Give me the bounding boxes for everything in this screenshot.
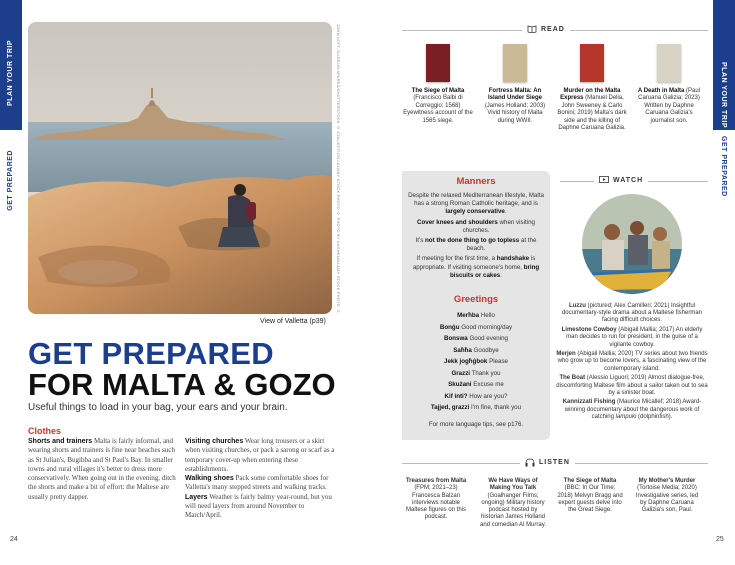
watch-item [556,399,708,421]
manners-p4-text: If meeting for the first time, a [416,255,497,263]
manners-p4 [408,255,544,280]
listen-item-1 [403,478,469,522]
manners-p2-bold: Cover knees and shoulders [417,218,498,226]
manners-p2 [408,219,544,235]
book-item-2 [480,44,550,125]
manners-p4-bold2: bring biscuits or cakes [450,263,540,279]
listen-title: We Have Ways of Making You Talk [488,478,538,492]
greeting-item [402,402,550,414]
walking-label: Walking shoes [185,475,234,483]
listen-item-3 [557,478,623,514]
intro-text: Useful things to load in your bag, your ears and your brain. [28,402,288,413]
watch-italic: lampuki [615,413,637,420]
watch-item [556,303,708,325]
photo-caption: View of Valletta (p39) [260,318,326,325]
read-heading [522,25,570,33]
manners-p4-end: . [500,271,502,279]
greeting-en: Excuse me [471,381,504,388]
language-tips-note: For more language tips, see p176. [428,420,524,428]
manners-p4-bold1: handshake [496,255,530,263]
watch-heading-label: WATCH [613,176,644,184]
listen-item-4 [634,478,700,514]
book-detail-3: (Manuel Delia, John Sweeney & Carlo Bonini; 2019) Malta's dark side and the killing of Daphne Caruana Galizia. [557,95,627,132]
greeting-mt: Merħba [457,312,480,319]
watch-title: The Boat [559,375,586,382]
book-cover-2 [503,44,527,82]
watch-heading [594,176,648,184]
book-item-1 [403,44,473,125]
greeting-en: Good morning/day [459,323,513,331]
greeting-mt: Grazzi [451,369,471,377]
watch-list [556,303,708,424]
book-title-4: A Death in Malta [637,88,685,94]
watch-detail: (Alessio Liguori; 2019) Almost dialogue-free, discomforting Maltese film about a sailor taken out to sea by a sinister boat. [556,375,708,396]
greeting-en: Goodbye [471,346,499,354]
plan-your-trip-tab-left [0,0,22,130]
greeting-mt: Kif inti? [444,392,468,400]
manners-p2-text: when visiting churches. [462,218,535,234]
manners-heading: Manners [456,176,496,187]
book-cover-4 [657,44,681,82]
greeting-en: How are you? [467,392,508,400]
watch-detail: (pictured; Alex Camilleri; 2021) Insightful documentary-style drama about a Maltese fisherman facing difficult choices. [561,303,703,324]
greeting-item [402,333,550,345]
listen-heading [520,458,575,467]
greeting-mt: Bonġu [439,323,460,331]
manners-p1-end: . [504,208,507,216]
book-detail-2: (James Holland; 2003) Vivid history of Malta during WWII. [484,102,546,124]
watch-item [556,351,708,373]
greeting-item [402,368,550,380]
manners-p3-end: at the beach. [466,237,537,253]
greeting-mt: Tajjed, grazzi [430,404,470,411]
listen-detail: (FPM; 2021–23) Francesca Balzan interviews notable Maltese figures on this podcast. [405,485,467,521]
clothes-column-1 [28,437,178,502]
book-title-2: Fortress Malta: An Island Under Siege [487,88,542,102]
churches-label: Visiting churches [185,438,244,445]
listen-title: My Mother's Murder [638,478,696,484]
greeting-item [402,356,550,368]
greeting-mt: Skużani [448,381,472,388]
watch-detail: (Abigail Mallia; 2020) TV series about two friends who grow up to become lovers, a fascinating view of the contemporary island. [557,351,708,372]
manners-p1 [408,192,544,217]
luzzu-film-still [582,194,682,294]
book-detail-4: (Paul Caruana Galizia; 2023) Written by Daphne Caruana Galizia's journalist son. [638,88,701,124]
listen-detail: (Goalhanger Films; ongoing) Military history podcast hosted by historian James Holland and comedian Al Murray. [480,492,546,528]
manners-p3-text: It's [415,237,426,245]
book-cover-3 [580,44,604,82]
greeting-en: Hello [479,312,495,319]
watch-detail-end: (dolphinfish). [636,413,673,420]
manners-body [408,192,544,280]
greeting-en: Please [487,358,508,365]
listen-title: Treasures from Malta [405,478,467,484]
read-heading-label: READ [541,25,565,33]
book-detail-1: (Francisco Balbi di Correggio; 1568) Eyewitness account of the 1565 siege. [403,95,473,124]
listen-detail: (Tortoise Media; 2020) Investigative series, led by Daphne Caruana Galizia's son, Paul. [635,485,699,514]
watch-title: Limestone Cowboy [561,327,617,334]
greeting-item [402,345,550,357]
greeting-mt: Saħħa [453,346,472,354]
greeting-en: Good evening [467,335,508,342]
book-title-3: Murder on the Malta Express [560,88,621,102]
book-title-1: The Siege of Malta [411,88,465,94]
greeting-item [402,310,550,322]
manners-p3-bold: not the done thing to go topless [425,237,520,245]
side-tab-label-left: PLAN YOUR TRIP [7,40,14,106]
watch-item [556,327,708,349]
book-cover-1 [426,44,450,82]
manners-p1-bold: largely conservative [445,208,505,216]
greeting-en: I'm fine, thank you [469,404,522,411]
screen-icon [599,176,609,184]
listen-detail: (BBC: In Our Time; 2018) Melvyn Bragg and expert guests delve into the Great Siege. [557,485,623,514]
greeting-mt: Jekk jogħġbok [444,358,488,365]
watch-detail: (Maurice Micallef; 2018) Award-winning documentary about the dangerous work of catching [564,399,702,420]
headphones-icon [525,458,535,467]
page-title-line-2: FOR MALTA & GOZO [28,367,336,402]
book-item-4 [634,44,704,125]
page-title-line-1: GET PREPARED [28,336,274,371]
clothes-column-2 [185,437,335,521]
layers-paragraph [185,493,335,521]
greetings-list [402,310,550,430]
churches-text: Wear long trousers or a skirt when visiting churches, or pack a sarong or scarf as a temporary cover-up when entering these establishments. [185,437,335,473]
walking-paragraph [185,474,335,493]
side-section-label-left: GET PREPARED [7,150,14,211]
watch-detail: (Abigail Mallia; 2017) An elderly man decides to run for president, in the guise of a vigilante cowboy. [566,327,703,348]
layers-text: Weather is fairly balmy year-round, but you will need layers from around November to March/April. [185,492,332,520]
listen-item-2 [480,478,546,529]
clothes-heading: Clothes [28,426,62,436]
watch-title: Kannizzati Fishing [562,399,616,406]
walking-text: Pack some comfortable shoes for Valletta's many stepped streets and walking tracks. [185,474,329,492]
layers-label: Layers [185,493,208,501]
page-number-right: 25 [716,536,724,543]
manners-p4-mid: is appropriate. If visiting someone's home, [412,255,536,271]
shorts-text: Malta is fairly informal, and wearing shorts and trainers is fine near beaches such as St Julian's, Bugibba and St Paul's Bay. In smaller towns and rural villages it's better to dress more conservatively. When going out in the evening, ditch the shorts and make a bit of effort: the Maltese are usually pretty dapper. [28,437,176,501]
watch-title: Merjen [556,351,576,358]
greeting-en: Thank you [470,369,501,377]
manners-p3 [408,237,544,253]
watch-item [556,375,708,397]
book-item-3 [557,44,627,132]
side-section-label-right: GET PREPARED [720,136,727,197]
side-tab-label-right: PLAN YOUR TRIP [720,62,727,128]
listen-heading-label: LISTEN [539,459,570,466]
luzzu-film-still-image [582,194,682,294]
shorts-label: Shorts and trainers [28,438,93,445]
watch-title: Luzzu [568,303,586,309]
greeting-mt: Bonswa [444,335,468,342]
photo-credit: JOHN LOFT, GUDRUN SPARKS/SHUTTERSTOCK © COLLECTION / ALAMY STOCK PHOTO © PHOTO BY KASHEN/ALAMY STOCK PHOTO © [336,24,341,314]
valletta-photo-image [28,22,332,314]
valletta-photo [28,22,332,314]
listen-title: The Siege of Malta [563,478,617,484]
greetings-heading: Greetings [453,294,499,305]
churches-paragraph [185,437,335,474]
page-number-left: 24 [10,536,18,543]
greeting-item [402,391,550,403]
book-icon [527,25,537,33]
plan-your-trip-tab-right [713,0,735,130]
greeting-item [402,322,550,334]
greeting-item [402,379,550,391]
manners-p1-text: Despite the relaxed Mediterranean lifestyle, Malta has a strong Roman Catholic heritage, and is [408,192,544,208]
